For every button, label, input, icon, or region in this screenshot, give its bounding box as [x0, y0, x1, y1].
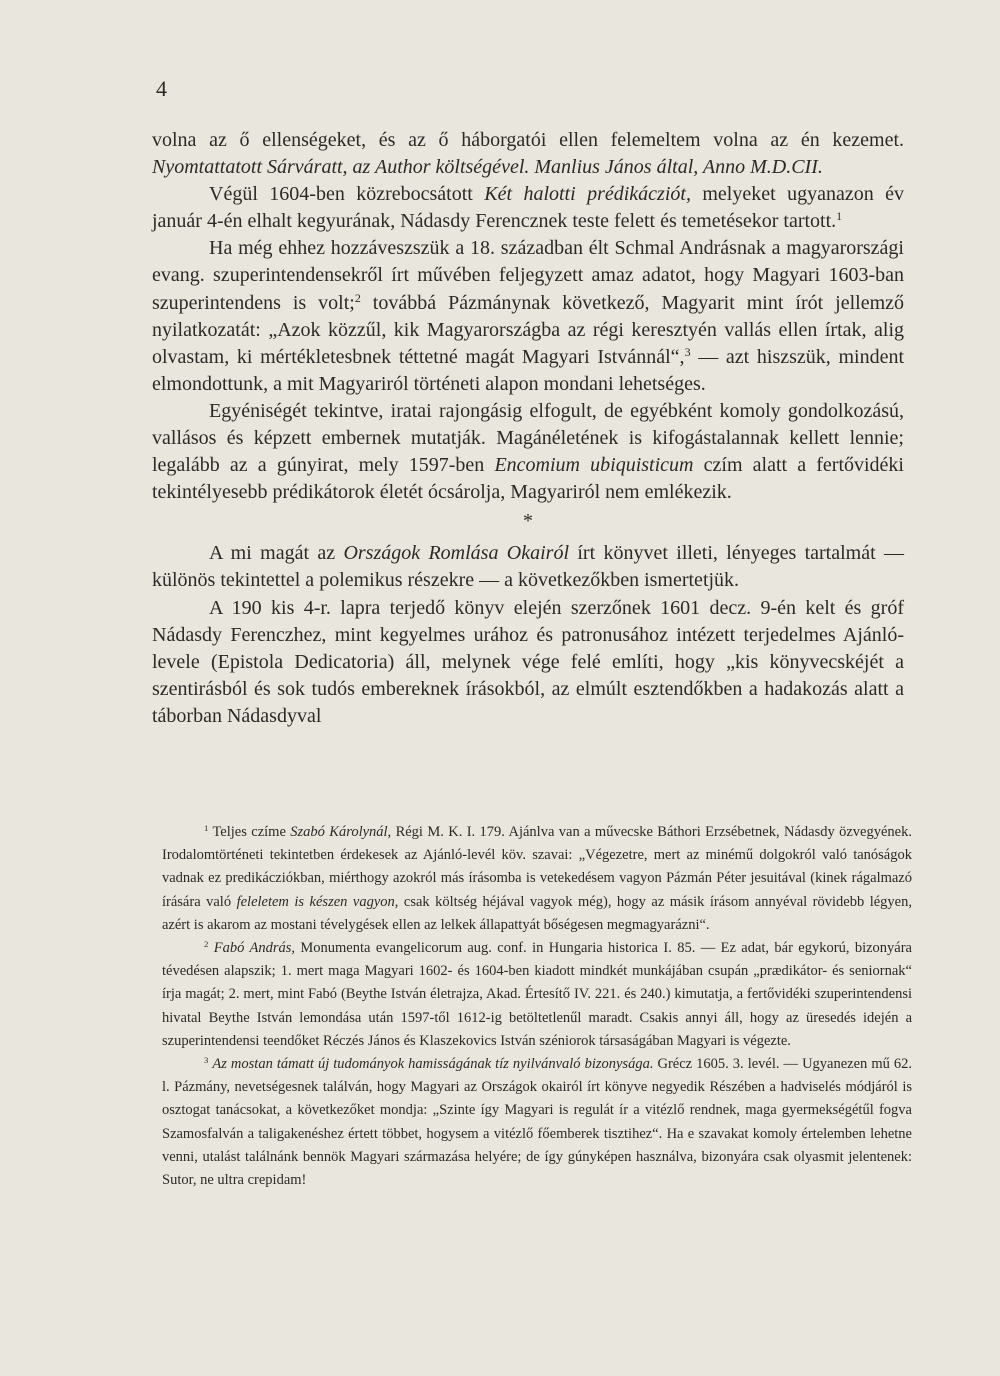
- paragraph-2: [152, 181, 904, 235]
- paragraph-3-text-b: továbbá Pázmánynak következő, Magyarit mint írót jellemző nyilatkozatát: „Azok közzűl, kik Magyarországba az régi keresztyén vallás ellen írtak, alig olvastam, ki mértékletesbnek téttetné magát Magyari Istvánnál“,: [152, 291, 905, 368]
- paragraph-5-italic: Országok Romlása Okairól: [343, 542, 570, 565]
- footnote-1-italic-b: Szabó Károlynál,: [290, 824, 392, 840]
- separator-gap: [152, 532, 904, 540]
- footnote-1: [162, 821, 912, 937]
- footnote-1-text-e: csak költség héjával vagyok még), hogy az másik írásom annyéval rövidebb légyen, azért is akarom az mostani tévelygések ellen az lelkek állapattyát bőségesen megmagyarázni“.: [162, 893, 912, 933]
- main-text: [152, 127, 904, 730]
- footnote-ref-1: 1: [836, 209, 843, 224]
- paragraph-2-text-c: melyeket ugyanazon év január 4-én elhalt kegyurának, Nádasdy Ferencznek teste felett és temetésekor tartott.: [152, 183, 904, 233]
- paragraph-5-text-a: A mi magát az: [209, 542, 344, 565]
- footnote-3: [162, 1053, 912, 1192]
- footnote-2-italic: Fabó András,: [213, 940, 295, 957]
- paragraph-4-text-a: Egyéniségét tekintve, iratai rajongásig elfogult, de egyébként komoly gondolkozású, vallásos és képzett embernek mutatják. Magánéletének is kifogástalannak kellett lennie; legalább az a gúnyirat, mely 1597-ben: [152, 399, 904, 477]
- paragraph-3-text-c: — azt hiszszük, mindent elmondottunk, a mit Magyariról történeti alapon mondani lehetséges.: [152, 345, 905, 395]
- paragraph-4-italic: Encomium ubiquisticum: [494, 454, 694, 477]
- section-separator: *: [523, 510, 533, 533]
- footnote-2-mark: 2: [204, 938, 209, 949]
- footnotes: [162, 821, 912, 1192]
- footnote-1-text-a: Teljes czíme: [208, 824, 291, 840]
- footnote-1-italic-d: feleletem is készen vagyon,: [236, 893, 399, 910]
- paragraph-1: [152, 127, 904, 181]
- footnote-2: [162, 937, 912, 1053]
- paragraph-3: [152, 235, 904, 398]
- paragraph-3-text-a: Ha még ehhez hozzáveszszük a 18. században élt Schmal Andrásnak a magyarországi evang. szuperintendensekről írt művében feljegyzett amaz adatot, hogy Magyari 1603-ban szuperintendens is volt;: [152, 237, 904, 314]
- footnote-3-text-c: Grécz 1605. 3. levél. — Ugyanezen mű 62. l. Pázmány, nevetségesnek találván, hogy Magyari az Országok okairól írt könyve negyedik Részében a hadviselés módjáról is osztogat tanácsokat, a következőket mondja: „Szinte így Magyari is regulát ír a vitézlő rendnek, maga gyermekségétűl fogva Szamosfalván a taligakenéshez értett többet, hogysem a vitézlő főemberek tisztihez“. Ha e szavakat komoly értelemben lehetne venni, utalást találnánk bennök Magyari származása helyére; de így gúnyképen használva, bizonyára csak olyasmit jelentenek: Sutor, ne ultra crepidam!: [162, 1056, 913, 1189]
- paragraph-4: [152, 398, 904, 506]
- footnote-3-italic: Az mostan támatt új tudományok hamisságának tíz nyilvánvaló bizonysága.: [212, 1056, 654, 1073]
- paragraph-2-italic: Két halotti prédikácziót,: [484, 183, 691, 206]
- paragraph-5: [152, 540, 904, 594]
- paragraph-4-text-c: czím alatt a fertővidéki tekintélyesebb prédikátorok életét ócsárolja, Magyariról nem emlékezik.: [152, 454, 904, 504]
- paragraph-2-text-a: Végül 1604-ben közrebocsátott: [209, 183, 485, 206]
- footnote-3-mark: 3: [204, 1054, 209, 1065]
- footnote-1-mark: 1: [204, 822, 209, 833]
- paragraph-1-text: volna az ő ellenségeket, és az ő háborgatói ellen felemeltem volna az én kezemet.: [152, 129, 904, 151]
- paragraph-6: A 190 kis 4-r. lapra terjedő könyv elején szerzőnek 1601 decz. 9-én kelt és gróf Nádasdy Ferenczhez, mint kegyelmes urához és patronusához intézett terjedelmes Ajánló-levele (Epistola Dedicatoria) áll, melynek vége felé említi, hogy „kis könyvecskéjét a szentirásból és sok tudós embereknek írásokból, az elmúlt esztendőkben a hadakozás alatt a táborban Nádasdyval: [152, 596, 904, 727]
- paragraph-1-italic: Nyomtattatott Sárváratt, az Author költségével. Manlius János által, Anno M.D.CII.: [152, 156, 823, 179]
- footnote-2-text-c: Monumenta evangelicorum aug. conf. in Hungaria historica I. 85. — Ez adat, bár egykorú, bizonyára tévedésen alapszik; 1. mert maga Magyari 1602- és 1604-ben kiadott mindkét munkájában csupán „prædikátor- és seniornak“ írja magát; 2. mert, mint Fabó (Beythe István életrajza, Akad. Értesítő IV. 221. és 240.) kimutatja, a fertővidéki szuperintendensi hivatal Beythe István lemondása után 1597-től 1612-ig betöltetlenűl maradt. Csakis annyi áll, hogy az üresedés idején a szuperintendensi teendőket Réczés János és Klaszekovics István széniorok társaságában Magyari is végezte.: [162, 940, 912, 1049]
- page-number: 4: [156, 76, 167, 101]
- footnote-ref-2: 2: [354, 290, 361, 305]
- paragraph-5-text-c: írt könyvet illeti, lényeges tartalmát — különös tekintettel a polemikus részekre — a következőkben ismertetjük.: [152, 542, 904, 592]
- footnote-1-text-c: Régi M. K. I. 179. Ajánlva van a művecske Báthori Erzsébetnek, Nádasdy özvegyének. Irodalomtörténeti tekintetben érdekesek az Ajánló-levél köv. szavai: „Végezetre, mert az minémű dolgokról való tanóságok vadnak ez predikácziókban, miérthogy azokról más írásomba is vetekedésem vagyon Pázmán Péter jesuitával (kinek rágalmazó írására való: [162, 824, 912, 910]
- footnote-ref-3: 3: [684, 344, 691, 359]
